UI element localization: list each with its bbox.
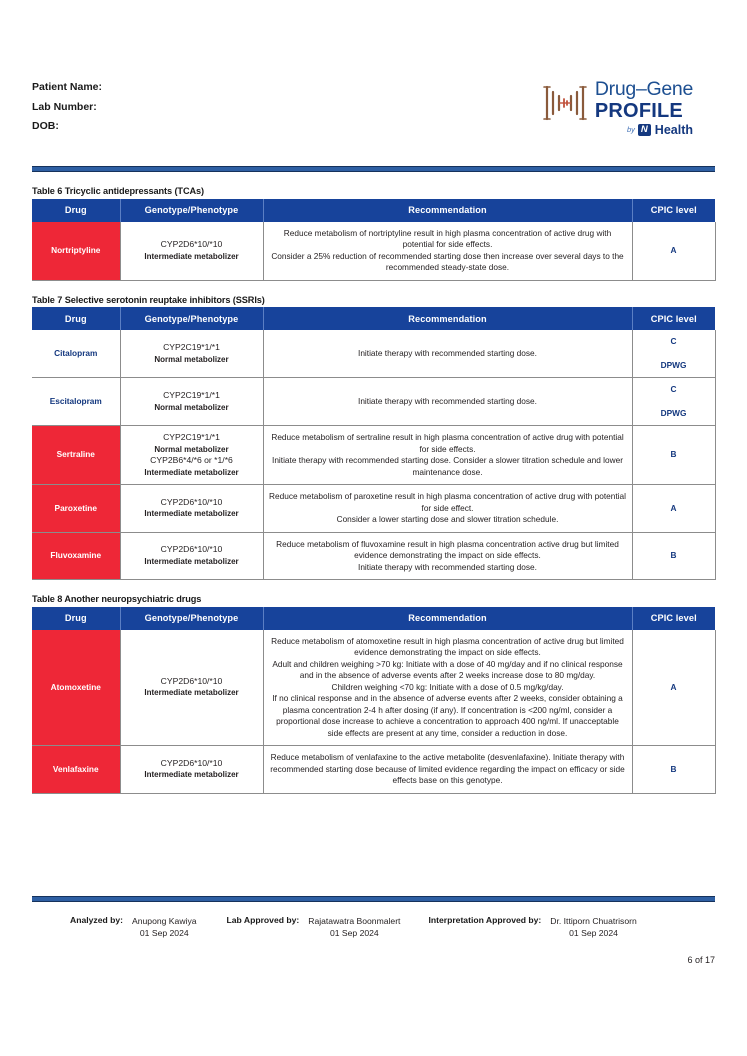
logo-by-word: by	[627, 125, 635, 134]
footer-divider	[32, 896, 715, 902]
cell-genotype-phenotype	[120, 630, 263, 746]
cell-drug-name: Escitalopram	[32, 378, 120, 426]
cell-cpic-level	[632, 630, 715, 746]
cpic-level-value: B	[670, 449, 677, 460]
table-header-row	[32, 307, 715, 330]
cpic-level-value: B	[670, 763, 677, 774]
lab-approved-by-label: Lab Approved by:	[226, 915, 300, 925]
dob-label: DOB:	[32, 120, 59, 132]
col-header-drug: Drug	[32, 607, 120, 630]
cpic-level-value: C	[670, 336, 677, 346]
cell-drug-name: Nortriptyline	[32, 222, 120, 281]
drug-gene-table	[32, 199, 716, 281]
analyzed-by-value	[132, 915, 197, 939]
drug-gene-table	[32, 307, 716, 580]
col-header-recommendation: Recommendation	[263, 607, 632, 630]
col-header-recommendation: Recommendation	[263, 199, 632, 222]
cell-recommendation: Reduce metabolism of fluvoxamine result in high plasma concentration active drug but limited evidence demonstrating the impact on side effects. Initiate therapy with recommended starting dose.	[263, 532, 632, 580]
tables-container	[32, 186, 715, 794]
interpretation-approved-by-group	[428, 915, 636, 939]
col-header-genotype: Genotype/Phenotype	[120, 607, 263, 630]
cell-cpic-level	[632, 330, 715, 378]
logo-title: Drug–Gene	[594, 78, 693, 100]
page-number: 6 of 17	[687, 955, 715, 965]
cell-recommendation: Initiate therapy with recommended starting dose.	[263, 378, 632, 426]
genotype-allele: CYP2D6*10/*10	[160, 496, 223, 507]
genotype-phenotype: Intermediate metabolizer	[144, 509, 239, 519]
cell-cpic-level	[632, 485, 715, 533]
cpic-level-value: C	[670, 384, 677, 394]
table-row	[32, 426, 715, 485]
patient-info-block	[32, 78, 102, 137]
genotype-allele: CYP2C19*1/*1	[163, 432, 220, 442]
col-header-genotype: Genotype/Phenotype	[120, 199, 263, 222]
table-caption: Table 8 Another neuropsychiatric drugs	[32, 594, 202, 604]
table-row	[32, 330, 715, 378]
cell-genotype-phenotype	[120, 330, 263, 378]
cell-drug-name: Atomoxetine	[32, 630, 120, 746]
cpic-level-value: B	[670, 550, 677, 560]
table-caption: Table 6 Tricyclic antidepressants (TCAs)	[32, 186, 204, 196]
col-header-genotype: Genotype/Phenotype	[120, 307, 263, 330]
genotype-phenotype: Normal metabolizer	[154, 354, 229, 364]
table-block	[32, 295, 715, 581]
col-header-cpic: CPIC level	[632, 307, 715, 330]
cell-recommendation: Reduce metabolism of nortriptyline result in high plasma concentration of active drug with potential for side effects. Consider a 25% reduction of recommended starting dose then increase over several days to the recommended steady-state dose.	[263, 222, 632, 281]
cpic-guideline-tag: DPWG	[660, 407, 687, 418]
genotype-allele: CYP2D6*10/*10	[160, 544, 223, 555]
interpretation-approved-by-date: 01 Sep 2024	[569, 928, 618, 938]
logo-byline	[595, 124, 693, 137]
cpic-level-value: A	[670, 681, 677, 692]
table-row	[32, 378, 715, 426]
genotype-phenotype: Intermediate metabolizer	[144, 556, 239, 566]
table-row	[32, 532, 715, 580]
cell-recommendation: Reduce metabolism of venlafaxine to the active metabolite (desvenlafaxine). Initiate therapy with recommended starting dose because of limited evidence regarding the impact on efficacy or side effects base on this genotype.	[263, 746, 632, 794]
cell-recommendation: Initiate therapy with recommended starting dose.	[263, 330, 632, 378]
lab-number-label: Lab Number:	[32, 100, 97, 113]
logo-brand-word: Health	[654, 122, 693, 137]
cell-cpic-level	[632, 378, 715, 426]
analyzed-by-label: Analyzed by:	[70, 915, 124, 925]
document-header	[32, 0, 715, 150]
analyzed-by-date: 01 Sep 2024	[139, 928, 189, 938]
genotype-phenotype-secondary: Intermediate metabolizer	[144, 467, 239, 477]
col-header-cpic: CPIC level	[632, 607, 715, 630]
genotype-allele: CYP2D6*10/*10	[160, 757, 223, 768]
genotype-phenotype: Normal metabolizer	[154, 444, 229, 454]
brand-logo	[542, 78, 715, 136]
cell-cpic-level	[632, 746, 715, 794]
dna-barcode-icon	[542, 81, 588, 125]
cell-drug-name: Sertraline	[32, 426, 120, 485]
interpretation-approved-by-value	[550, 915, 636, 939]
logo-wordmark	[595, 80, 693, 136]
lab-approved-by-value	[308, 915, 400, 939]
cell-genotype-phenotype	[120, 532, 263, 580]
col-header-cpic: CPIC level	[632, 199, 715, 222]
genotype-phenotype: Normal metabolizer	[154, 402, 229, 412]
lab-approved-by-group	[227, 915, 401, 939]
cell-recommendation: Reduce metabolism of sertraline result in high plasma concentration of active drug with potential for side effects. Initiate therapy with recommended starting dose. Consider a slower titration schedule and lower maintenance dose.	[263, 426, 632, 485]
cell-drug-name: Fluvoxamine	[32, 532, 120, 580]
interpretation-approved-by-name: Dr. Ittiporn Chuatrisorn	[550, 916, 637, 926]
genotype-allele: CYP2C19*1/*1	[163, 390, 220, 400]
genotype-allele: CYP2C19*1/*1	[163, 342, 220, 352]
col-header-drug: Drug	[32, 199, 120, 222]
cell-cpic-level	[632, 426, 715, 485]
cell-drug-name: Paroxetine	[32, 485, 120, 533]
table-row	[32, 222, 715, 281]
cell-genotype-phenotype	[120, 378, 263, 426]
genotype-phenotype: Intermediate metabolizer	[144, 251, 239, 261]
genotype-allele: CYP2D6*10/*10	[160, 675, 223, 686]
cell-recommendation: Reduce metabolism of atomoxetine result in high plasma concentration of active drug but limited evidence demonstrating the impact on side effects. Adult and children weighing >70 kg: Initiate with a dose of 40 mg/day and if no clinical response and in the absence of adverse events after 2 weeks increase dose to 80 mg/day. Children weighing <70 kg: Initiate with a dose of 0.5 mg/kg/day. If no clinical response and in the absence of adverse events after 2 weeks, consider obtaining a plasma concentration 2-4 h after dosing (if any). If concentration is <200 ng/ml, consider a proportional dose increase to achieve a concentration to approach 400 ng/ml. If unacceptable side effects are present at any time, consider a reduction in dose.	[263, 630, 632, 746]
table-row	[32, 485, 715, 533]
patient-name-label: Patient Name:	[32, 81, 103, 93]
cpic-guideline-tag: DPWG	[660, 359, 687, 370]
table-row	[32, 630, 715, 746]
genotype-allele-secondary: CYP2B6*4/*6 or *1/*6	[150, 455, 233, 465]
analyzed-by-name: Anupong Kawiya	[132, 916, 197, 926]
cell-genotype-phenotype	[120, 746, 263, 794]
table-header-row	[32, 199, 715, 222]
table-block	[32, 594, 715, 794]
cell-drug-name: Venlafaxine	[32, 746, 120, 794]
lab-approved-by-name: Rajatawatra Boonmalert	[308, 916, 401, 926]
table-row	[32, 746, 715, 794]
col-header-drug: Drug	[32, 307, 120, 330]
table-caption: Table 7 Selective serotonin reuptake inhibitors (SSRIs)	[32, 294, 265, 305]
cell-recommendation: Reduce metabolism of paroxetine result in high plasma concentration of active drug with potential for side effect. Consider a lower starting dose and slower titration schedule.	[263, 485, 632, 533]
header-divider	[32, 166, 715, 172]
n-health-badge-icon: N	[638, 124, 651, 136]
table-block	[32, 186, 715, 281]
logo-subtitle: PROFILE	[594, 99, 683, 122]
cell-drug-name: Citalopram	[32, 330, 120, 378]
cell-genotype-phenotype	[120, 426, 263, 485]
lab-approved-by-date: 01 Sep 2024	[329, 928, 379, 938]
genotype-phenotype: Intermediate metabolizer	[144, 688, 239, 698]
genotype-phenotype: Intermediate metabolizer	[144, 770, 239, 780]
cell-cpic-level	[632, 532, 715, 580]
cell-genotype-phenotype	[120, 485, 263, 533]
signoff-block	[32, 915, 715, 939]
drug-gene-table	[32, 607, 716, 794]
interpretation-approved-by-label: Interpretation Approved by:	[428, 915, 542, 925]
cell-cpic-level	[632, 222, 715, 281]
cell-genotype-phenotype	[120, 222, 263, 281]
table-header-row	[32, 607, 715, 630]
cpic-level-value: A	[670, 502, 677, 513]
analyzed-by-group	[70, 915, 197, 939]
cpic-level-value: A	[670, 244, 677, 255]
genotype-allele: CYP2D6*10/*10	[160, 239, 223, 249]
col-header-recommendation: Recommendation	[263, 307, 632, 330]
